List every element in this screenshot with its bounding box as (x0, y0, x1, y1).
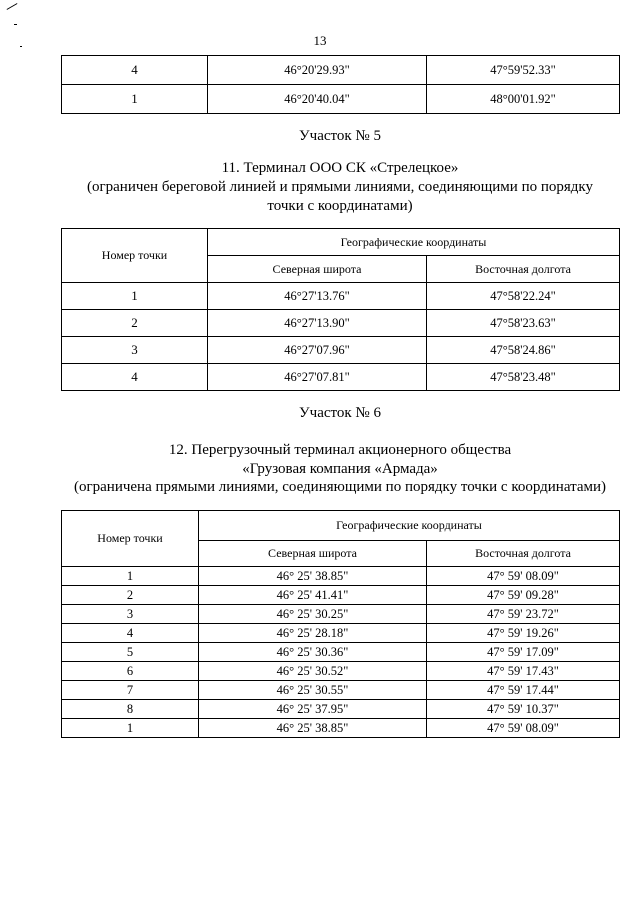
point-number-cell: 4 (62, 364, 208, 391)
point-number-cell: 3 (62, 605, 199, 624)
point-number-cell: 1 (62, 283, 208, 310)
latitude-cell: 46° 25' 28.18" (199, 624, 427, 643)
section-6-label: Участок № 6 (299, 405, 381, 421)
geo-coordinates-header: Географические координаты (208, 229, 620, 256)
longitude-cell: 47° 59' 17.43" (427, 662, 620, 681)
longitude-cell: 47° 59' 19.26" (427, 624, 620, 643)
latitude-cell: 46°27'13.76" (208, 283, 427, 310)
table-row (62, 283, 620, 310)
latitude-cell: 46° 25' 30.55" (199, 681, 427, 700)
scan-mark (14, 24, 17, 25)
north-latitude-header: Северная широта (199, 541, 427, 567)
latitude-cell: 46° 25' 38.85" (199, 719, 427, 738)
table-row (62, 700, 620, 719)
latitude-cell: 46° 25' 38.85" (199, 567, 427, 586)
section-6-title: 12. Перегрузочный терминал акционерного общества (168, 442, 512, 458)
latitude-cell: 46° 25' 30.36" (199, 643, 427, 662)
table-row (62, 719, 620, 738)
longitude-cell: 47° 59' 08.09" (427, 719, 620, 738)
table-row (62, 310, 620, 337)
point-number-cell: 1 (62, 85, 208, 114)
longitude-cell: 48°00'01.92" (427, 85, 620, 114)
longitude-cell: 47° 59' 10.37" (427, 700, 620, 719)
point-number-cell: 5 (62, 643, 199, 662)
section-6-subtitle: (ограничена прямыми линиями, соединяющими по порядку точки с координатами) (73, 479, 607, 495)
latitude-cell: 46° 25' 41.41" (199, 586, 427, 605)
east-longitude-header: Восточная долгота (427, 256, 620, 283)
section-5-subtitle-line: (ограничен береговой линией и прямыми линиями, соединяющими по порядку (86, 179, 593, 195)
table-row (62, 662, 620, 681)
section-5-subtitle (0, 178, 640, 216)
geo-coordinates-header: Географические координаты (199, 511, 620, 541)
table-row (62, 586, 620, 605)
longitude-cell: 47° 59' 23.72" (427, 605, 620, 624)
point-number-cell: 3 (62, 337, 208, 364)
latitude-cell: 46°27'07.96" (208, 337, 427, 364)
page-number: 13 (313, 33, 327, 48)
point-number-cell: 2 (62, 310, 208, 337)
latitude-cell: 46° 25' 30.25" (199, 605, 427, 624)
latitude-cell: 46°20'40.04" (208, 85, 427, 114)
longitude-cell: 47°58'23.48" (427, 364, 620, 391)
north-latitude-header: Северная широта (208, 256, 427, 283)
section-6-coordinates-table (61, 510, 620, 738)
longitude-cell: 47°58'24.86" (427, 337, 620, 364)
scan-mark (7, 3, 18, 10)
section-5-label: Участок № 5 (299, 128, 381, 144)
table-row (62, 643, 620, 662)
continuation-coordinates-table (61, 55, 620, 114)
longitude-cell: 47° 59' 09.28" (427, 586, 620, 605)
latitude-cell: 46°27'13.90" (208, 310, 427, 337)
section-6-title-line2: «Грузовая компания «Армада» (242, 461, 438, 477)
section-5-coordinates-table (61, 228, 620, 391)
point-number-cell: 6 (62, 662, 199, 681)
table-row (62, 56, 620, 85)
longitude-cell: 47° 59' 08.09" (427, 567, 620, 586)
latitude-cell: 46° 25' 30.52" (199, 662, 427, 681)
point-number-cell: 7 (62, 681, 199, 700)
longitude-cell: 47°58'22.24" (427, 283, 620, 310)
point-number-cell: 8 (62, 700, 199, 719)
table-row (62, 567, 620, 586)
latitude-cell: 46° 25' 37.95" (199, 700, 427, 719)
table-row (62, 337, 620, 364)
section-5-title: 11. Терминал ООО СК «Стрелецкое» (221, 160, 459, 176)
point-number-header: Номер точки (62, 511, 199, 567)
table-row (62, 605, 620, 624)
table-row (62, 85, 620, 114)
point-number-cell: 1 (62, 567, 199, 586)
table-row (62, 364, 620, 391)
point-number-cell: 2 (62, 586, 199, 605)
longitude-cell: 47°58'23.63" (427, 310, 620, 337)
point-number-header: Номер точки (62, 229, 208, 283)
east-longitude-header: Восточная долгота (427, 541, 620, 567)
point-number-cell: 4 (62, 624, 199, 643)
point-number-cell: 1 (62, 719, 199, 738)
table-row (62, 624, 620, 643)
longitude-cell: 47°59'52.33" (427, 56, 620, 85)
point-number-cell: 4 (62, 56, 208, 85)
latitude-cell: 46°20'29.93" (208, 56, 427, 85)
longitude-cell: 47° 59' 17.44" (427, 681, 620, 700)
section-5-subtitle-line: точки с координатами) (267, 198, 413, 214)
latitude-cell: 46°27'07.81" (208, 364, 427, 391)
table-row (62, 681, 620, 700)
longitude-cell: 47° 59' 17.09" (427, 643, 620, 662)
